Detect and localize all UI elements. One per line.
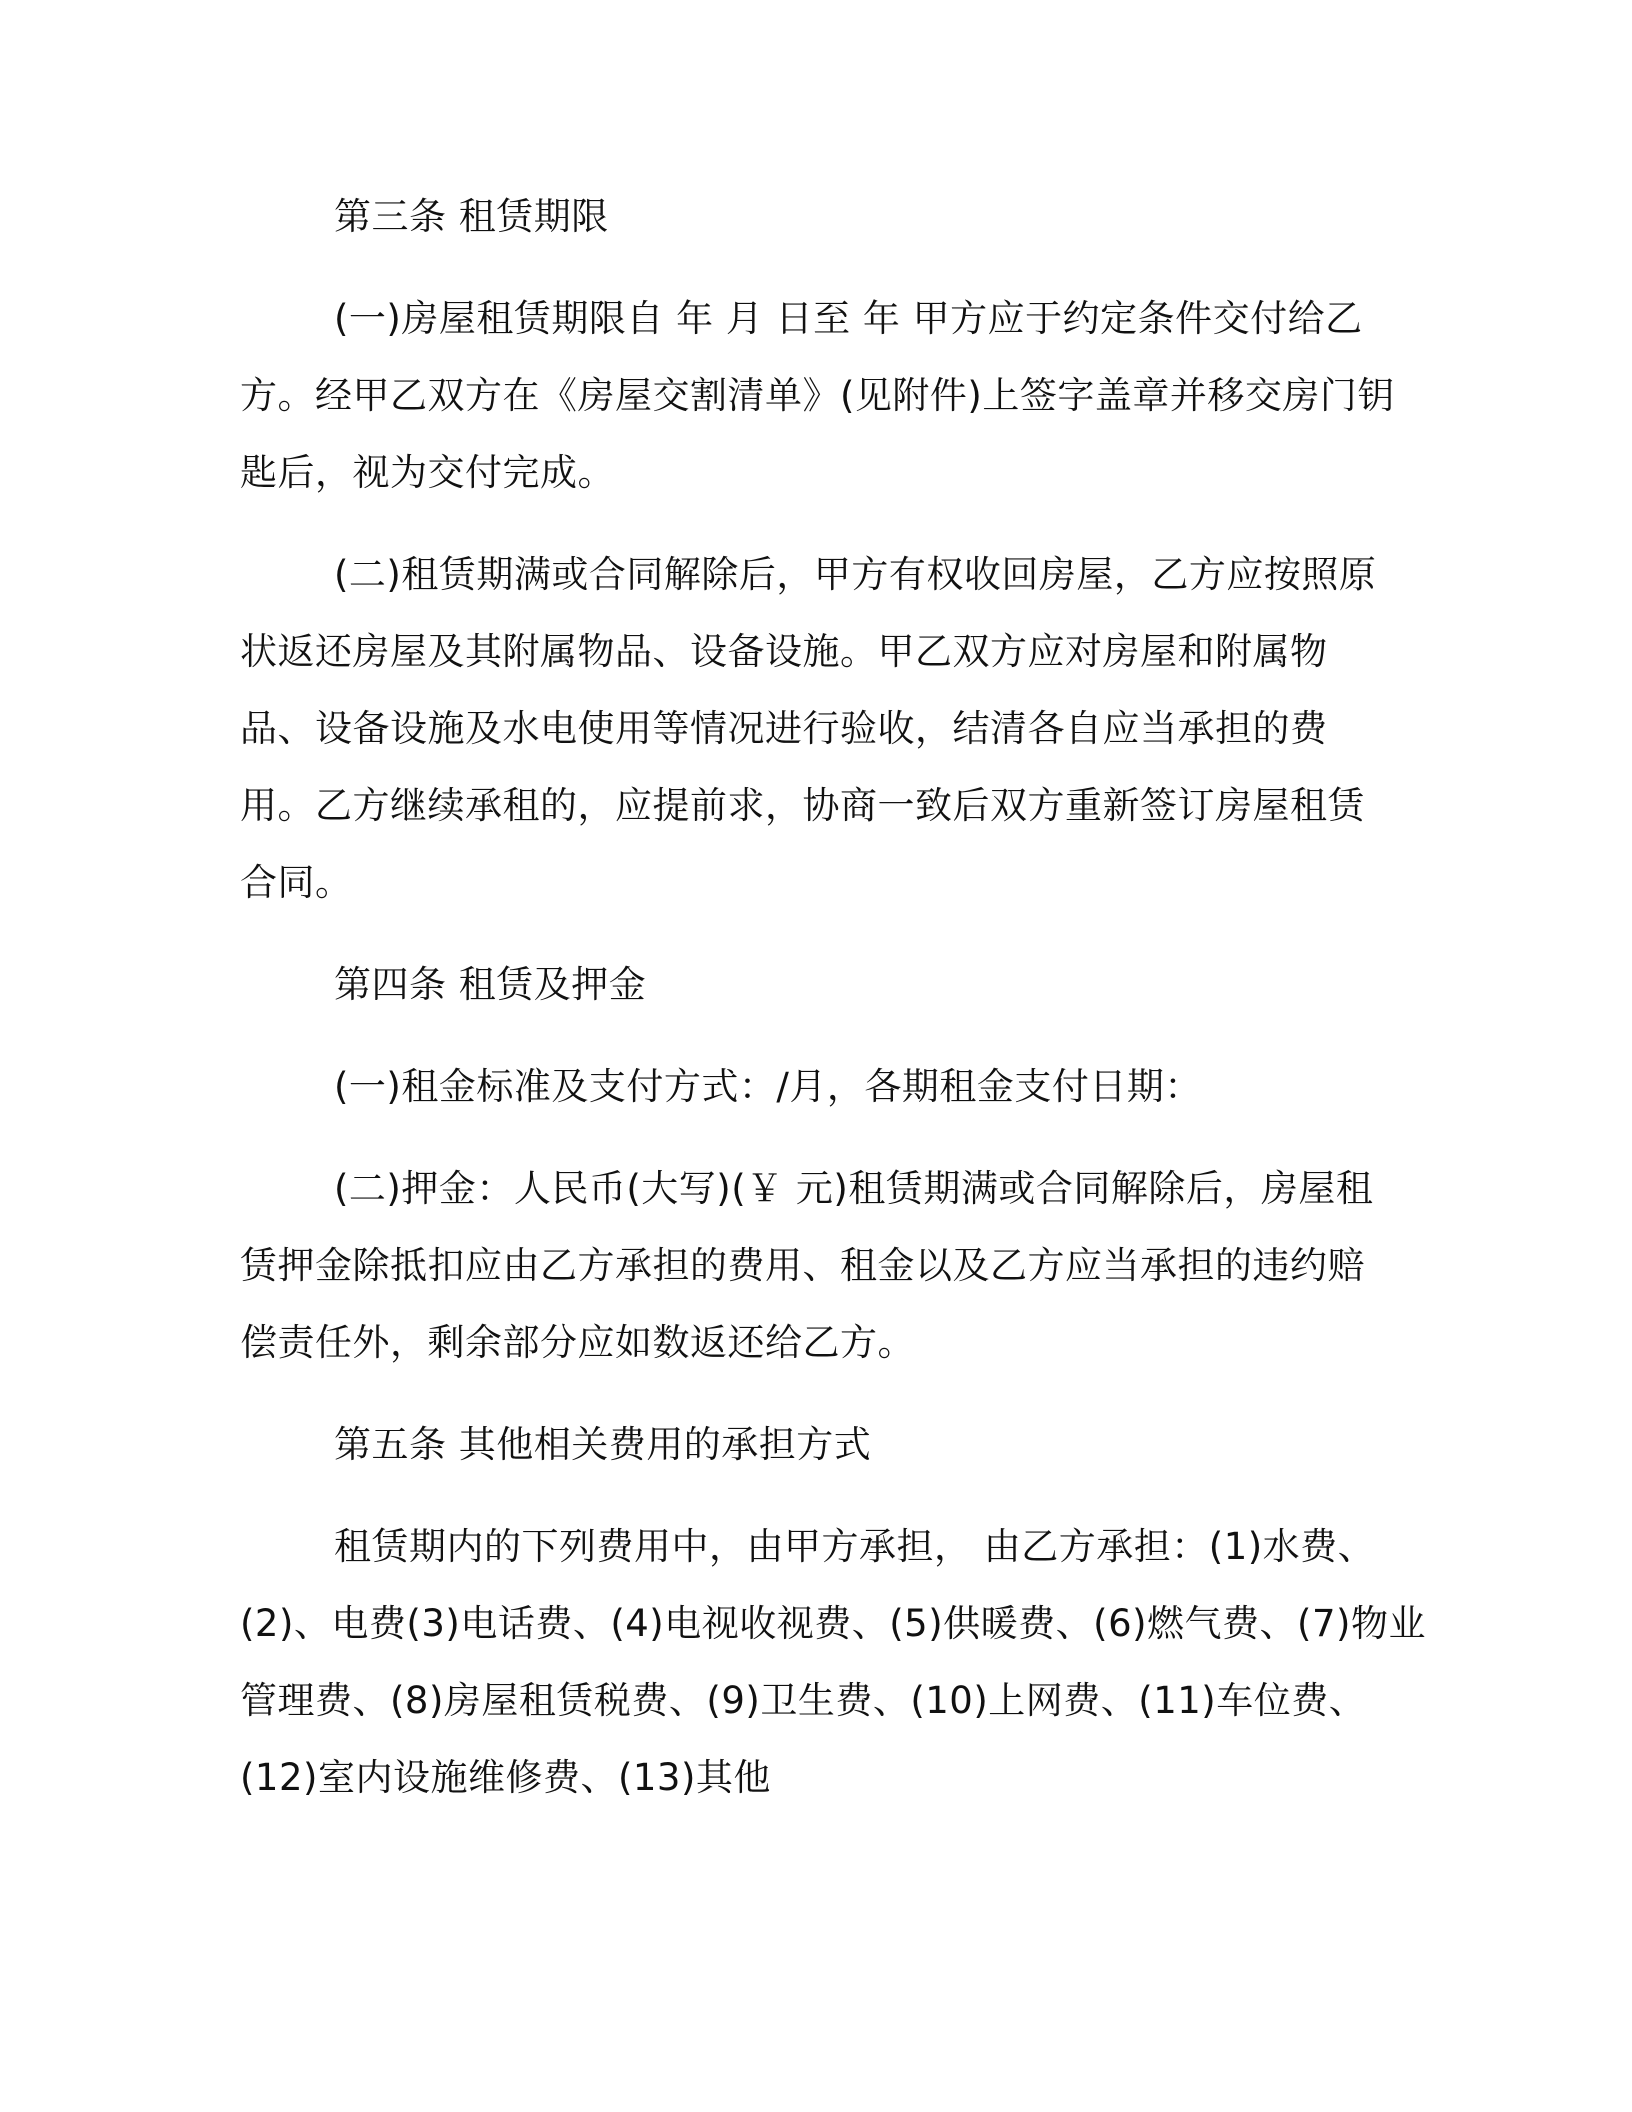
article-5-heading: 第五条 其他相关费用的承担方式 [334,1423,872,1466]
paragraph-line: 赁押金除抵扣应由乙方承担的费用、租金以及乙方应当承担的违约赔 [240,1244,1365,1287]
article-4-heading: 第四条 租赁及押金 [334,963,647,1006]
paragraph-line: (2)、电费(3)电话费、(4)电视收视费、(5)供暖费、(6)燃气费、(7)物业 [240,1602,1426,1645]
paragraph-line: (12)室内设施维修费、(13)其他 [240,1756,771,1799]
paragraph-line: 租赁期内的下列费用中，由甲方承担， 由乙方承担：(1)水费、 [334,1525,1376,1568]
paragraph-line: 用。乙方继续承租的，应提前求，协商一致后双方重新签订房屋租赁 [240,784,1365,827]
paragraph-line: (二)押金：人民币(大写)(￥ 元)租赁期满或合同解除后，房屋租 [334,1167,1374,1210]
paragraph-line: 合同。 [240,861,353,904]
paragraph-line: (二)租赁期满或合同解除后，甲方有权收回房屋，乙方应按照原 [334,553,1377,596]
paragraph-line: 品、设备设施及水电使用等情况进行验收，结清各自应当承担的费 [240,707,1328,750]
article-3-heading: 第三条 租赁期限 [334,195,609,238]
paragraph-line: 管理费、(8)房屋租赁税费、(9)卫生费、(10)上网费、(11)车位费、 [240,1679,1367,1722]
paragraph-line: (一)房屋租赁期限自 年 月 日至 年 甲方应于约定条件交付给乙 [334,297,1363,340]
paragraph-line: 偿责任外，剩余部分应如数返还给乙方。 [240,1321,915,1364]
paragraph-line: 状返还房屋及其附属物品、设备设施。甲乙双方应对房屋和附属物 [240,630,1328,673]
paragraph-line: 方。经甲乙双方在《房屋交割清单》(见附件)上签字盖章并移交房门钥 [240,374,1395,417]
paragraph-line: (一)租金标准及支付方式：/月，各期租金支付日期： [334,1065,1202,1108]
paragraph-line: 匙后，视为交付完成。 [240,451,615,494]
